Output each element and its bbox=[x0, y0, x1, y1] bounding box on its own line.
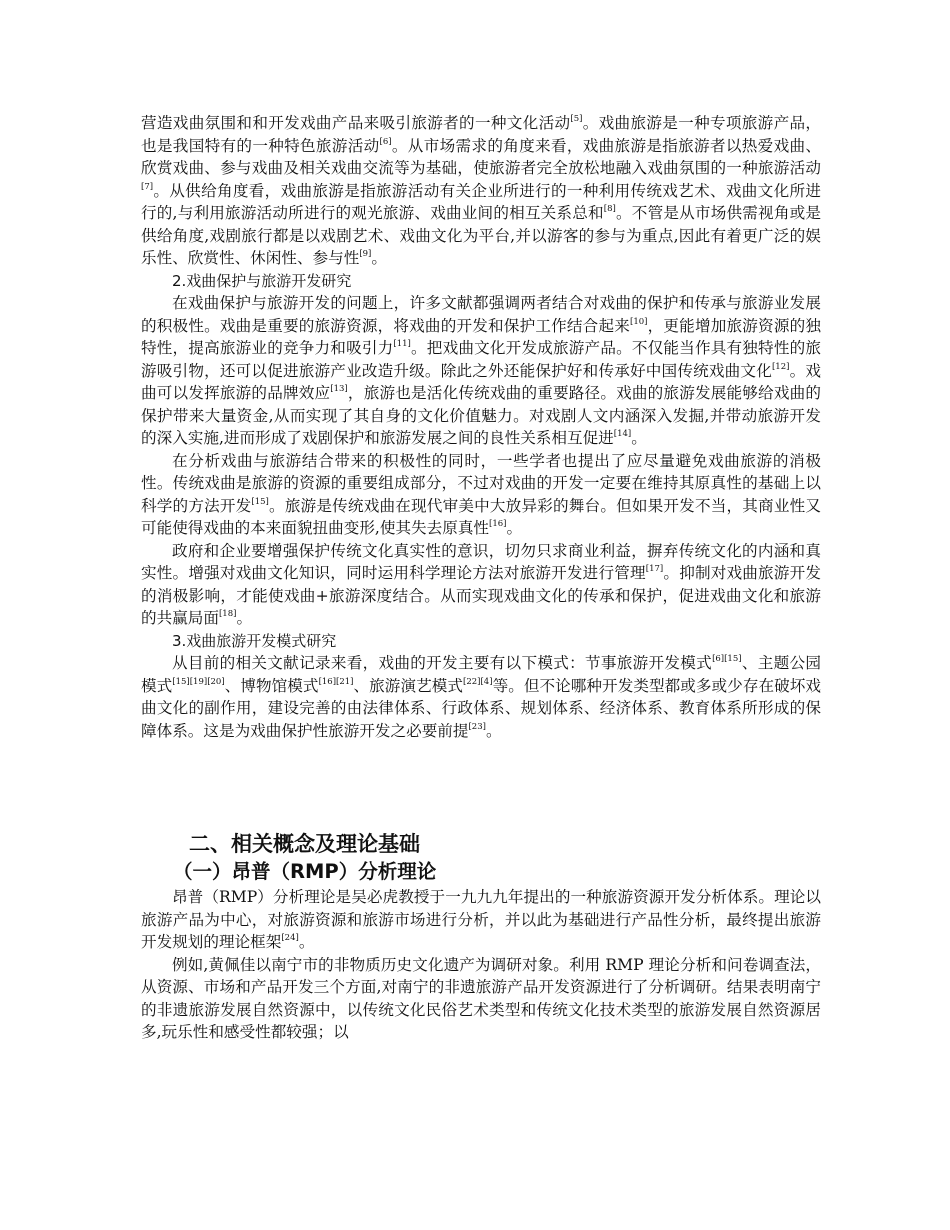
citation: [6][15] bbox=[712, 654, 742, 664]
citation: [24] bbox=[281, 933, 299, 943]
section-heading: 二、相关概念及理论基础 bbox=[189, 832, 420, 856]
text-run: 。 bbox=[485, 721, 502, 740]
text-run: 、旅游演艺模式 bbox=[353, 676, 464, 695]
text-run: 。 bbox=[631, 429, 647, 447]
citation: [16] bbox=[489, 519, 507, 529]
citation: [18] bbox=[218, 609, 237, 619]
text-run: ，更能增加旅游资源的独特性，提高旅游业的竞争力和吸引力 bbox=[141, 316, 821, 357]
text-run: 。从市场需求的角度来看，戏曲旅游是指旅游者以热爱戏曲、欣赏戏曲、参与戏曲及相关戏曲交流等为基础，使旅游者完全放松地融入戏曲氛围的一种旅游活动 bbox=[141, 136, 821, 177]
citation: [16][21] bbox=[318, 676, 354, 687]
text-run: 昂普（RMP）分析理论是吴必虎教授于一九九九年提出的一种旅游资源开发分析体系。理论以旅游产品为中心，对旅游资源和旅游市场进行分析，并以此为基础进行产品性分析，最终提出旅游开发规划的理论框架 bbox=[141, 888, 821, 951]
citation: [14] bbox=[613, 429, 632, 439]
paragraph-definition bbox=[141, 112, 821, 270]
text-run: 等。但不论哪种开发类型都或多或少存在破坏戏曲文化的副作用，建设完善的由法律体系、行政体系、规划体系、经济体系、教育体系所形成的保障体系。这是为戏曲保护性旅游开发之必要前提 bbox=[141, 676, 821, 740]
document-page bbox=[141, 112, 821, 1044]
text-run: ，旅游也是活化传统戏曲的重要路径。戏曲的旅游发展能够给戏曲的保护带来大量资金,从而实现了其自身的文化价值魅力。对戏剧人文内涵深入发掘,并带动旅游开发的深入实施,进而形成了戏剧保护和旅游发展之间的良性关系相互促进 bbox=[141, 384, 821, 447]
text-run: 在戏曲保护与旅游开发的问题上，许多文献都强调两者结合对戏曲的保护和传承与旅游业发展的积极性。戏曲是重要的旅游资源，将戏曲的开发和保护工作结合起来 bbox=[141, 294, 821, 335]
text-run: 。旅游是传统戏曲在现代审美中大放异彩的舞台。但如果开发不当，其商业性又可能使得戏曲的本来面貌扭曲变形,使其失去原真性 bbox=[141, 496, 821, 537]
text-run: 。抑制对戏曲旅游开发的消极影响，才能使戏曲+旅游深度结合。从而实现戏曲文化的传承和保护，促进戏曲文化和旅游的共赢局面 bbox=[141, 564, 821, 627]
citation: [11] bbox=[393, 339, 411, 349]
text-run: 。戏曲旅游是一种专项旅游产品，也是我国特有的一种特色旅游活动 bbox=[141, 114, 821, 155]
subheading-protection-development: 2.戏曲保护与旅游开发研究 bbox=[172, 271, 352, 290]
paragraph-rmp-theory bbox=[141, 886, 821, 954]
text-run: 。 bbox=[371, 249, 387, 267]
citation: [5] bbox=[570, 114, 583, 124]
citation: [15][19][20] bbox=[172, 676, 225, 687]
citation: [7] bbox=[141, 181, 154, 192]
subsection-heading: （一）昂普（RMP）分析理论 bbox=[173, 860, 437, 883]
text-run: 、主题公园模式 bbox=[141, 654, 821, 695]
paragraph-negative-effects bbox=[141, 450, 821, 540]
text-run: 。 bbox=[236, 609, 253, 627]
citation: [9] bbox=[359, 249, 372, 259]
text-run: 。不管是从市场供需视角或是供给角度,戏剧旅行都是以戏剧艺术、戏曲文化为平台,并以游客的参与为重点,因此有着更广泛的娱乐性、欣赏性、休闲性、参与性 bbox=[141, 204, 821, 267]
text-run: 例如,黄佩佳以南宁市的非物质历史文化遗产为调研对象。利用 RMP 理论分析和问卷调查法，从资源、市场和产品开发三个方面,对南宁的非遗旅游产品开发资源进行了分析调研。结果表明南宁的非遗旅游发展自然资源中，以传统文化民俗艺术类型和传统文化技术类型的旅游发展自然资源居多,玩乐性和感受性都较强；以 bbox=[141, 955, 821, 1041]
paragraph-modes bbox=[141, 652, 821, 742]
text-run: 政府和企业要增强保护传统文化真实性的意识，切勿只求商业利益，摒弃传统文化的内涵和真实性。增强对戏曲文化知识，同时运用科学理论方法对旅游开发进行管理 bbox=[141, 541, 821, 582]
text-run: 。 bbox=[506, 519, 523, 537]
section-spacer bbox=[141, 742, 821, 830]
citation: [17] bbox=[645, 564, 664, 574]
citation: [12] bbox=[771, 361, 790, 372]
paragraph-example bbox=[141, 954, 821, 1044]
citation: [8] bbox=[603, 204, 616, 214]
citation: [15] bbox=[251, 496, 269, 507]
citation: [6] bbox=[379, 136, 392, 147]
citation: [13] bbox=[330, 384, 348, 394]
subheading-development-modes: 3.戏曲旅游开发模式研究 bbox=[172, 631, 337, 650]
paragraph-government bbox=[141, 540, 821, 630]
paragraph-protection bbox=[141, 292, 821, 450]
text-run: 、博物馆模式 bbox=[224, 676, 319, 695]
text-run: 从目前的相关文献记录来看，戏曲的开发主要有以下模式：节事旅游开发模式 bbox=[172, 654, 713, 672]
citation: [23] bbox=[468, 721, 486, 732]
text-run: 营造戏曲氛围和和开发戏曲产品来吸引旅游者的一种文化活动 bbox=[141, 114, 571, 132]
text-run: 。 bbox=[298, 933, 315, 951]
text-run: 。戏曲可以发挥旅游的品牌效应 bbox=[141, 361, 821, 402]
text-run: 。把戏曲文化开发成旅游产品。不仅能当作具有独特性的旅游吸引物，还可以促进旅游产业改造升级。除此之外还能保护好和传承好中国传统戏曲文化 bbox=[141, 339, 821, 380]
citation: [10] bbox=[630, 316, 648, 327]
text-run: 。从供给角度看，戏曲旅游是指旅游活动有关企业所进行的一种利用传统戏艺术、戏曲文化所进行的,与利用旅游活动所进行的观光旅游、戏曲业间的相互关系总和 bbox=[141, 181, 821, 222]
citation: [22][4] bbox=[463, 676, 493, 687]
text-run: 在分析戏曲与旅游结合带来的积极性的同时，一些学者也提出了应尽量避免戏曲旅游的消极性。传统戏曲是旅游的资源的重要组成部分，不过对戏曲的开发一定要在维持其原真性的基础上以科学的方法开发 bbox=[141, 451, 821, 515]
